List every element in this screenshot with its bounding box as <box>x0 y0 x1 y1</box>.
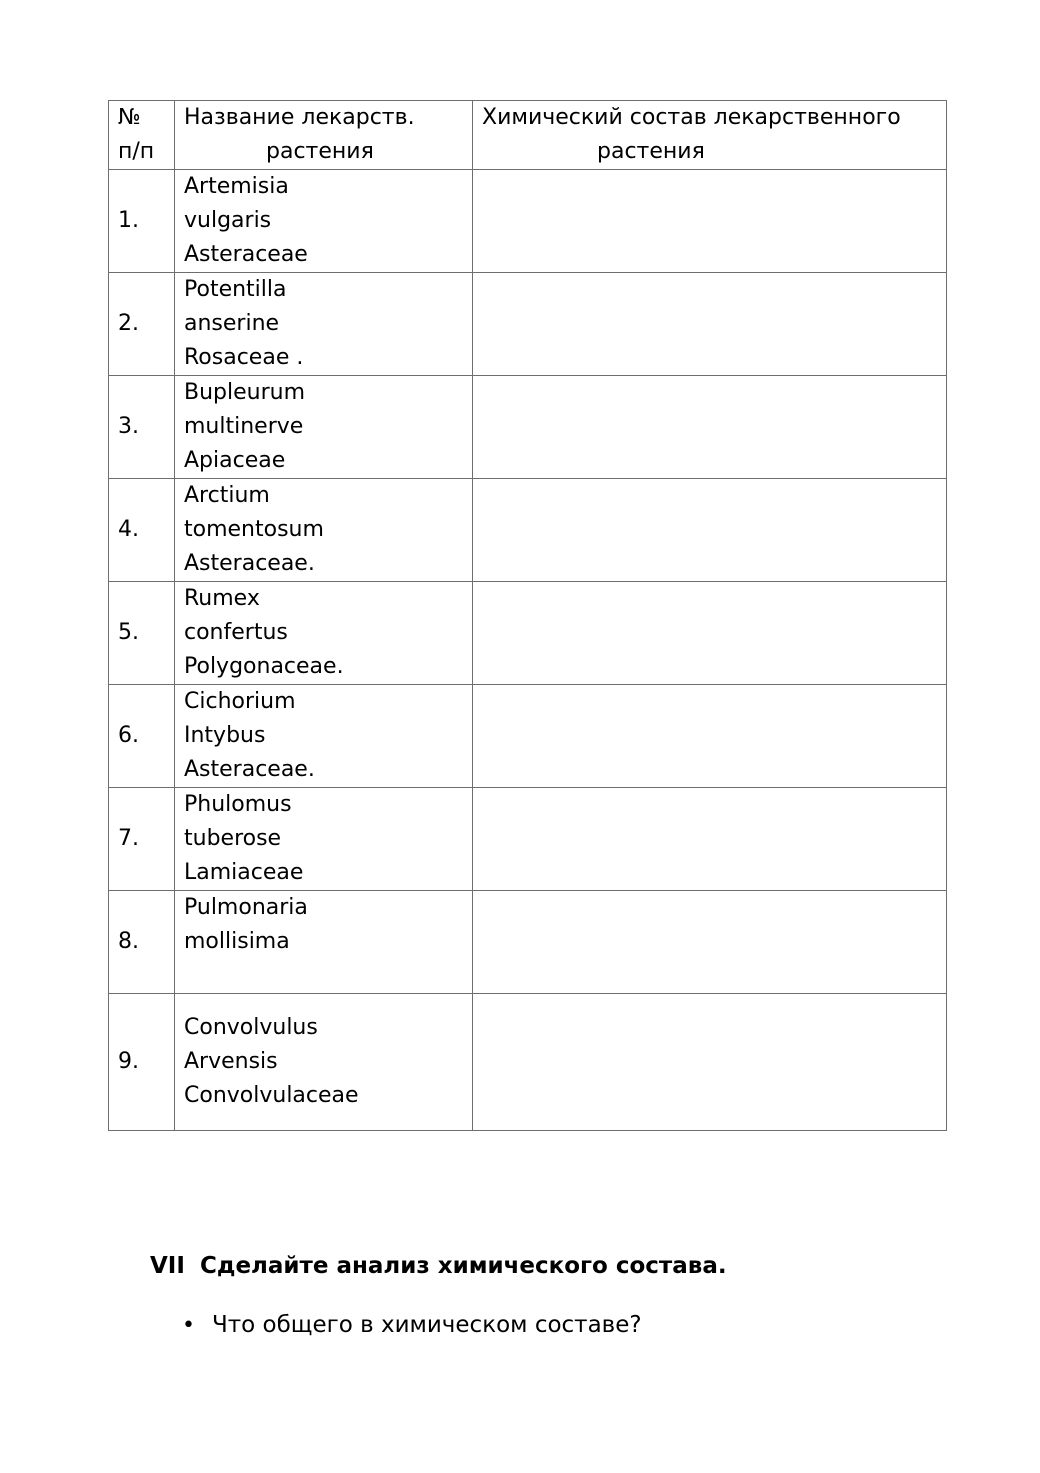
plant-name-line: mollisima <box>184 929 290 954</box>
section-heading <box>150 1250 727 1282</box>
table-header-row <box>109 101 947 170</box>
row-number: 3. <box>109 376 175 479</box>
row-number: 5. <box>109 582 175 685</box>
table-row <box>109 376 947 479</box>
plant-name <box>175 376 473 479</box>
question-item <box>182 1309 642 1342</box>
table-row <box>109 891 947 994</box>
plant-name-line: Rumex <box>184 586 260 611</box>
composition-cell[interactable] <box>473 788 947 891</box>
row-number: 2. <box>109 273 175 376</box>
table-row <box>109 582 947 685</box>
plant-name <box>175 479 473 582</box>
plant-name-line: Intybus <box>184 723 266 748</box>
table-row <box>109 685 947 788</box>
composition-cell[interactable] <box>473 994 947 1131</box>
plant-name <box>175 685 473 788</box>
plant-name-line: Convolvulaceae <box>184 1083 359 1108</box>
table-row <box>109 994 947 1131</box>
plant-name <box>175 788 473 891</box>
plants-table <box>108 100 947 1131</box>
question-text: Что общего в химическом составе? <box>212 1312 642 1338</box>
composition-cell[interactable] <box>473 582 947 685</box>
plant-name-line: Artemisia <box>184 174 289 199</box>
table-row <box>109 479 947 582</box>
plant-name <box>175 273 473 376</box>
plant-name-line: vulgaris <box>184 208 272 233</box>
table-body <box>109 170 947 1131</box>
header-num: № п/п <box>109 101 175 170</box>
plant-name <box>175 582 473 685</box>
plant-name-line: Rosaceae . <box>184 345 304 370</box>
row-number: 7. <box>109 788 175 891</box>
plant-name-line: Arctium <box>184 483 270 508</box>
plant-name-line: Arvensis <box>184 1049 278 1074</box>
composition-cell[interactable] <box>473 273 947 376</box>
row-number: 6. <box>109 685 175 788</box>
plant-name-line: Cichorium <box>184 689 296 714</box>
plant-name-line: tomentosum <box>184 517 324 542</box>
plant-name-line: Apiaceae <box>184 448 286 473</box>
row-number: 1. <box>109 170 175 273</box>
plant-name-line: confertus <box>184 620 288 645</box>
plant-name-line: tuberose <box>184 826 282 851</box>
table-row <box>109 170 947 273</box>
plant-name <box>175 170 473 273</box>
plant-name-line: Phulomus <box>184 792 292 817</box>
plant-name-line: Asteraceae. <box>184 551 315 576</box>
row-number: 8. <box>109 891 175 994</box>
section-title: Сделайте анализ химического состава. <box>200 1253 727 1279</box>
row-number: 9. <box>109 994 175 1131</box>
section-number: VII <box>150 1253 185 1279</box>
table-row <box>109 273 947 376</box>
plant-name-line: Convolvulus <box>184 1015 318 1040</box>
composition-cell[interactable] <box>473 376 947 479</box>
plant-name-line: Polygonaceae. <box>184 654 344 679</box>
plant-name-line: Bupleurum <box>184 380 306 405</box>
header-plant-name: Название лекарств. растения <box>175 101 473 170</box>
plant-name-line: Asteraceae. <box>184 757 315 782</box>
plant-name <box>175 891 473 994</box>
plant-name-line: Pulmonaria <box>184 895 308 920</box>
plant-name-line: Lamiaceae <box>184 860 304 885</box>
bullet-icon: • <box>182 1313 195 1338</box>
composition-cell[interactable] <box>473 479 947 582</box>
plant-name-line: Potentilla <box>184 277 287 302</box>
plant-name-line: multinerve <box>184 414 304 439</box>
header-chemical-composition: Химический состав лекарственного растения <box>473 101 947 170</box>
plant-name-line: anserine <box>184 311 280 336</box>
composition-cell[interactable] <box>473 170 947 273</box>
composition-cell[interactable] <box>473 685 947 788</box>
composition-cell[interactable] <box>473 891 947 994</box>
table-row <box>109 788 947 891</box>
row-number: 4. <box>109 479 175 582</box>
plant-name <box>175 994 473 1131</box>
plant-name-line: Asteraceae <box>184 242 308 267</box>
